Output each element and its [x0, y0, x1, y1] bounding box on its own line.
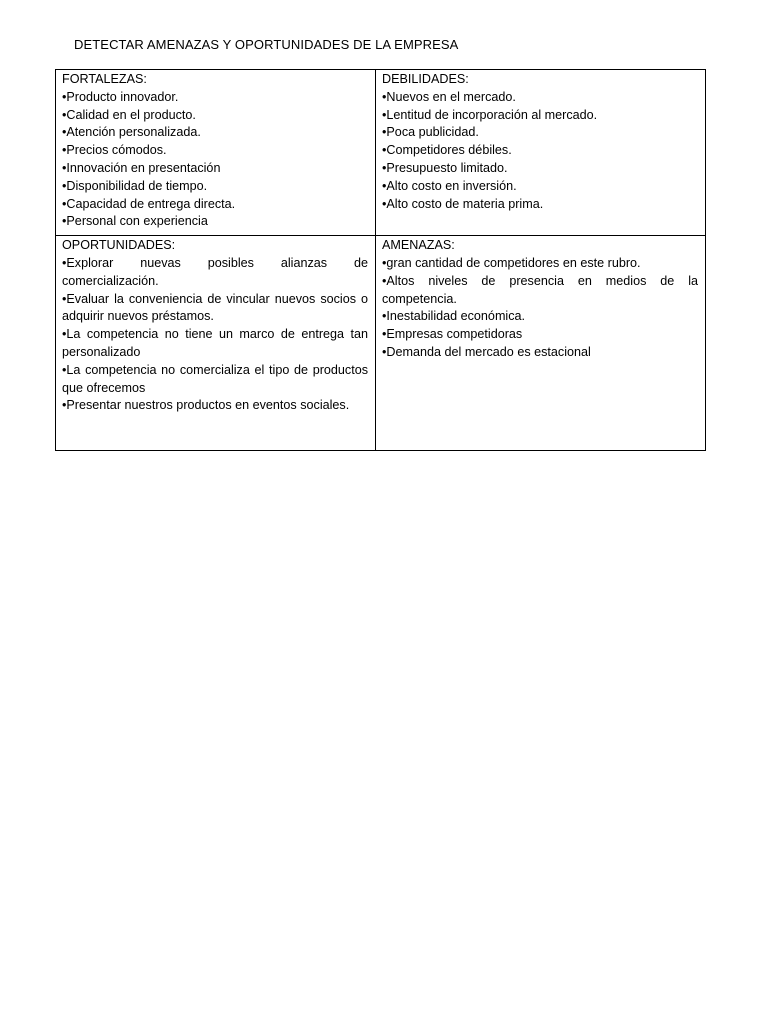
fortalezas-list: [62, 89, 368, 231]
list-item: •Atención personalizada.: [62, 125, 201, 140]
list-item: •Disponibilidad de tiempo.: [62, 178, 208, 193]
swot-table: [55, 69, 706, 451]
list-item: •Empresas competidoras: [382, 327, 523, 342]
amenazas-list: [382, 255, 698, 362]
list-item: •Altos niveles de presencia en medios de la competencia.: [382, 273, 698, 306]
amenazas-cell: [376, 236, 706, 451]
list-item: •Evaluar la conveniencia de vincular nuevos socios o adquirir nuevos préstamos.: [62, 291, 368, 324]
debilidades-heading: DEBILIDADES:: [382, 72, 469, 86]
swot-row-external: [56, 236, 706, 451]
list-item: •Presupuesto limitado.: [382, 160, 508, 175]
list-item: •Calidad en el producto.: [62, 107, 196, 122]
list-item: •Competidores débiles.: [382, 143, 512, 158]
list-item: •Alto costo en inversión.: [382, 178, 517, 193]
list-item: •Innovación en presentación: [62, 160, 221, 175]
list-item: •gran cantidad de competidores en este rubro.: [382, 255, 641, 270]
oportunidades-heading: OPORTUNIDADES:: [62, 238, 176, 253]
list-item: •Precios cómodos.: [62, 143, 167, 158]
list-item: •Explorar nuevas posibles alianzas de comercialización.: [62, 255, 368, 288]
list-item: •Demanda del mercado es estacional: [382, 344, 591, 359]
list-item: •Lentitud de incorporación al mercado.: [382, 107, 598, 122]
oportunidades-list: [62, 255, 368, 415]
list-item: •Presentar nuestros productos en eventos sociales.: [62, 398, 350, 413]
list-item: •Inestabilidad económica.: [382, 309, 526, 324]
page-title: DETECTAR AMENAZAS Y OPORTUNIDADES DE LA EMPRESA: [74, 37, 459, 52]
list-item: •La competencia no tiene un marco de entrega tan personalizado: [62, 327, 368, 359]
amenazas-heading: AMENAZAS:: [382, 238, 455, 253]
list-item: •Producto innovador.: [62, 89, 179, 104]
debilidades-cell: [376, 70, 706, 236]
swot-row-internal: [56, 70, 706, 236]
list-item: •Personal con experiencia: [62, 214, 208, 229]
fortalezas-cell: [56, 70, 376, 236]
list-item: •Poca publicidad.: [382, 125, 479, 140]
list-item: •La competencia no comercializa el tipo de productos que ofrecemos: [62, 362, 368, 395]
list-item: •Capacidad de entrega directa.: [62, 196, 236, 211]
list-item: •Nuevos en el mercado.: [382, 89, 516, 104]
oportunidades-cell: [56, 236, 376, 451]
debilidades-list: [382, 89, 698, 214]
list-item: •Alto costo de materia prima.: [382, 196, 544, 211]
fortalezas-heading: FORTALEZAS:: [62, 72, 147, 86]
